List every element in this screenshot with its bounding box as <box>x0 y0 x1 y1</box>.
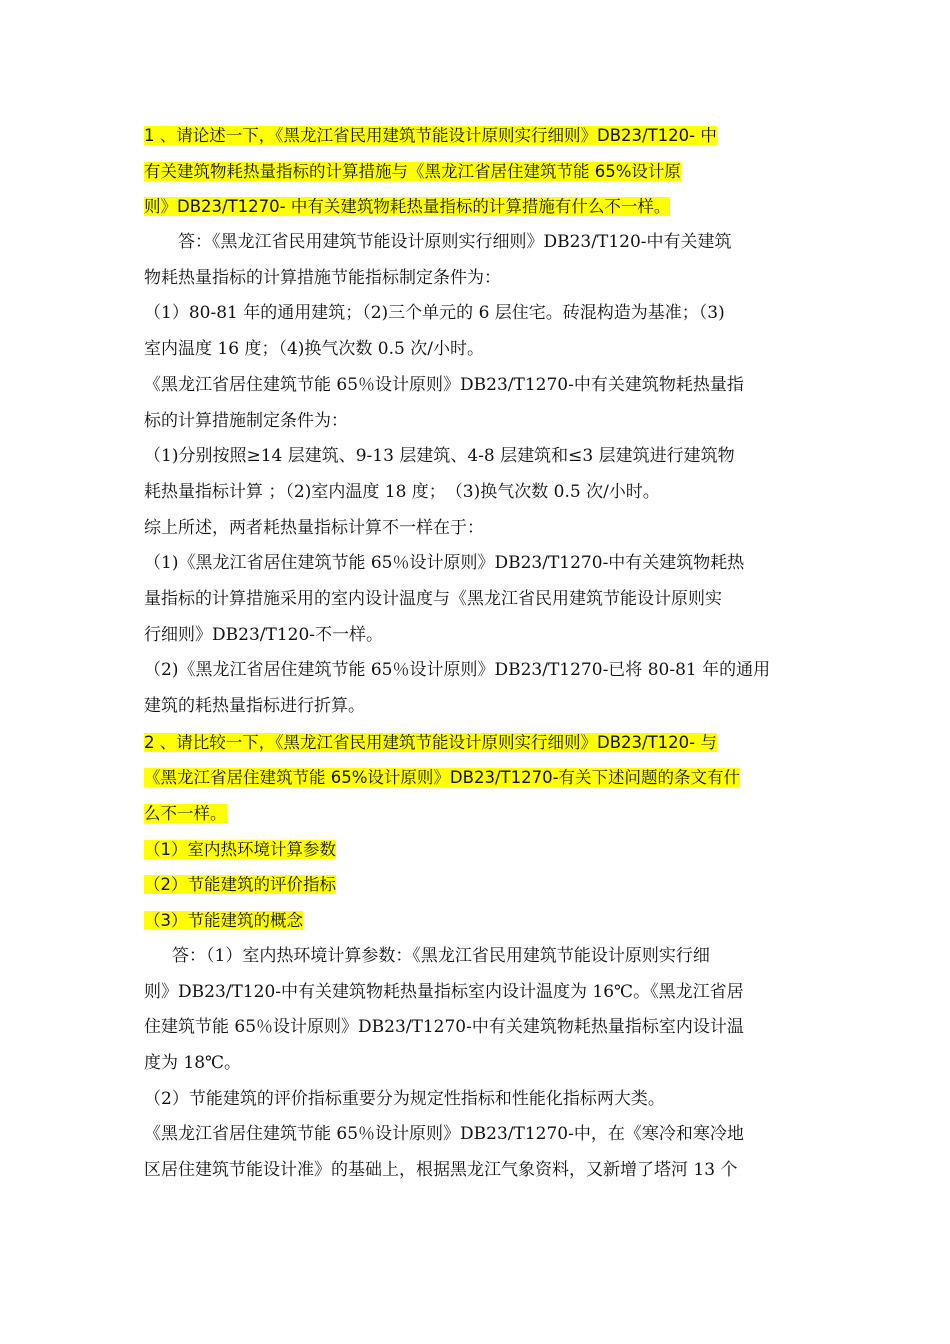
text-line <box>144 332 810 368</box>
line-text: 则》DB23/T1270- 中有关建筑物耗热量指标的计算措施有什么不一样。 <box>144 197 671 217</box>
line-text: 室内温度 16 度；（4)换气次数 0.5 次/小时。 <box>144 339 484 360</box>
text-line <box>144 511 810 547</box>
line-text: 物耗热量指标的计算措施节能指标制定条件为： <box>144 267 501 288</box>
text-line <box>144 296 810 332</box>
text-line <box>144 261 810 297</box>
line-text: 1 、请论述一下，《黑龙江省民用建筑节能设计原则实行细则》DB23/T120- 中 <box>144 126 717 145</box>
highlighted-question-line <box>144 832 810 868</box>
highlighted-question-line <box>144 867 810 903</box>
text-line <box>144 225 810 261</box>
highlighted-question-line <box>144 796 810 832</box>
highlighted-question-line <box>144 118 810 154</box>
line-text: 则》DB23/T120-中有关建筑物耗热量指标室内设计温度为 16℃。《黑龙江省居 <box>144 981 744 1002</box>
text-line <box>144 975 810 1011</box>
line-text: 量指标的计算措施采用的室内设计温度与《黑龙江省民用建筑节能设计原则实 <box>144 588 722 609</box>
text-line <box>144 618 810 654</box>
line-text: 2 、请比较一下，《黑龙江省民用建筑节能设计原则实行细则》DB23/T120- 与 <box>144 732 717 752</box>
line-text: 《黑龙江省居住建筑节能 65％设计原则》DB23/T1270-中有关建筑物耗热量指 <box>144 374 744 395</box>
line-text: 标的计算措施制定条件为： <box>144 410 348 431</box>
line-text: 《黑龙江省居住建筑节能 65%设计原则》DB23/T1270-有关下述问题的条文有什 <box>144 768 741 788</box>
line-text: （2）节能建筑的评价指标 <box>144 875 336 895</box>
text-line <box>144 939 810 975</box>
text-line <box>144 653 810 689</box>
text-line <box>144 1010 810 1046</box>
line-text: 建筑的耗热量指标进行折算。 <box>144 696 365 716</box>
line-text: （2）节能建筑的评价指标重要分为规定性指标和性能化指标两大类。 <box>144 1088 665 1109</box>
line-text: （1）室内热环境计算参数 <box>144 839 336 859</box>
line-text: 区居住建筑节能设计准》的基础上，根据黑龙江气象资料，又新增了塔河 13 个 <box>144 1159 738 1180</box>
text-line <box>144 582 810 618</box>
line-text: （3）节能建筑的概念 <box>144 911 303 931</box>
text-line <box>144 404 810 440</box>
text-line <box>144 1046 810 1082</box>
line-text: 度为 18℃。 <box>144 1052 242 1073</box>
highlighted-question-line <box>144 903 810 939</box>
line-text: 综上所述，两者耗热量指标计算不一样在于： <box>144 517 484 538</box>
text-line <box>144 475 810 511</box>
line-text: （2)《黑龙江省居住建筑节能 65％设计原则》DB23/T1270-已将 80-81 年的通用 <box>144 660 771 681</box>
text-line <box>144 689 810 725</box>
line-text: （1)分别按照≥14 层建筑、9-13 层建筑、4-8 层建筑和≤3 层建筑进行建筑物 <box>144 446 735 467</box>
line-text: 答：（1）室内热环境计算参数：《黑龙江省民用建筑节能设计原则实行细 <box>172 945 710 966</box>
line-text: 耗热量指标计算 ；（2)室内温度 18 度； （3)换气次数 0.5 次/小时。 <box>144 481 660 502</box>
line-text: 住建筑节能 65％设计原则》DB23/T1270-中有关建筑物耗热量指标室内设计温 <box>144 1017 744 1038</box>
text-line <box>144 1117 810 1153</box>
highlighted-question-line <box>144 725 810 761</box>
highlighted-question-line <box>144 189 810 225</box>
text-line <box>144 439 810 475</box>
text-line <box>144 1082 810 1118</box>
line-text: 么不一样。 <box>144 804 227 824</box>
line-text: 行细则》DB23/T120-不一样。 <box>144 624 384 645</box>
text-line <box>144 368 810 404</box>
highlighted-question-line <box>144 154 810 190</box>
text-line <box>144 546 810 582</box>
text-line <box>144 1153 810 1189</box>
line-text: 答：《黑龙江省民用建筑节能设计原则实行细则》DB23/T120-中有关建筑 <box>178 232 732 253</box>
line-text: （1）80-81 年的通用建筑；（2)三个单元的 6 层住宅。砖混构造为基准；（3) <box>144 303 725 324</box>
line-text: （1)《黑龙江省居住建筑节能 65％设计原则》DB23/T1270-中有关建筑物耗热 <box>144 553 745 574</box>
document-page <box>144 118 810 1189</box>
line-text: 《黑龙江省居住建筑节能 65％设计原则》DB23/T1270-中，在《寒冷和寒冷地 <box>144 1124 744 1145</box>
line-text: 有关建筑物耗热量指标的计算措施与《黑龙江省居住建筑节能 65%设计原 <box>144 161 681 181</box>
highlighted-question-line <box>144 760 810 796</box>
